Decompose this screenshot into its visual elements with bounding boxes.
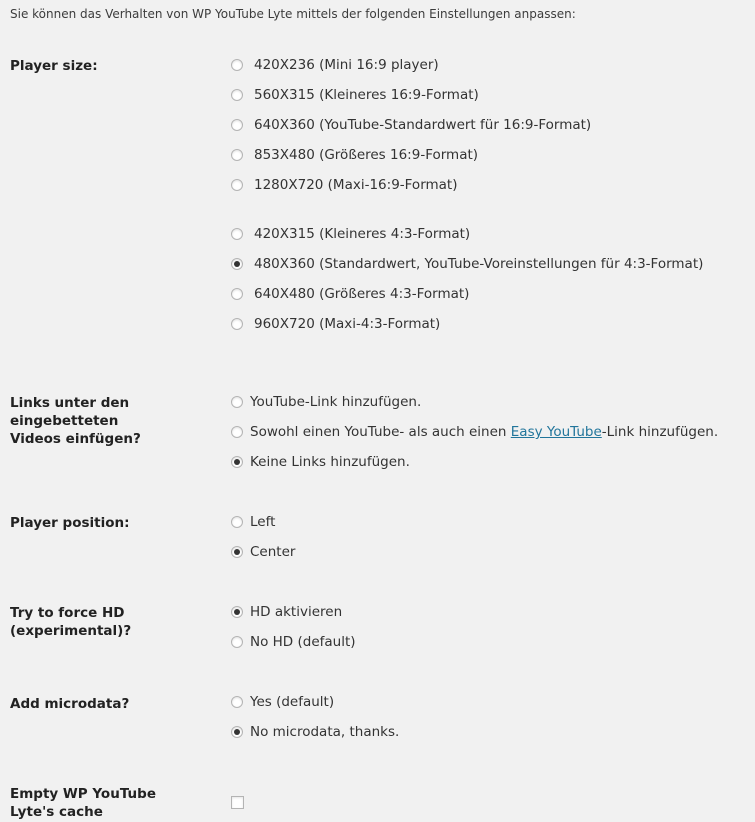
radio-button[interactable] [231,396,243,408]
empty-cache-label: Empty WP YouTube Lyte's cache [10,786,156,820]
player-size-option[interactable] [231,315,440,333]
player-size-option[interactable] [231,176,458,194]
position-option-center[interactable] [231,543,295,561]
hd-option-enable[interactable] [231,603,342,621]
microdata-option-no[interactable] [231,723,399,741]
radio-button[interactable] [231,426,243,438]
player-size-label: Player size: [10,58,98,74]
radio-button[interactable] [231,149,243,161]
radio-button[interactable] [231,546,243,558]
option-label: 1280X720 (Maxi-16:9-Format) [254,177,458,193]
easy-youtube-link[interactable]: Easy YouTube [510,424,602,440]
option-label: 560X315 (Kleineres 16:9-Format) [254,87,479,103]
intro-text: Sie können das Verhalten von WP YouTube Lyte mittels der folgenden Einstellungen anpassen: [10,7,576,21]
force-hd-label: Try to force HD (experimental)? [10,605,132,639]
option-label: Left [250,514,276,530]
radio-button[interactable] [231,89,243,101]
radio-button[interactable] [231,696,243,708]
option-label: 640X360 (YouTube-Standardwert für 16:9-Format) [254,117,592,133]
option-label: No HD (default) [250,634,356,650]
links-option-none[interactable] [231,453,410,471]
option-label: Center [250,544,296,560]
radio-button[interactable] [231,228,243,240]
radio-button[interactable] [231,606,243,618]
player-size-option[interactable] [231,146,478,164]
player-size-option[interactable] [231,116,591,134]
radio-button[interactable] [231,288,243,300]
option-label: Yes (default) [250,694,335,710]
option-label: Sowohl einen YouTube- als auch einen Easy YouTube-Link hinzufügen. [250,424,719,440]
microdata-option-yes[interactable] [231,693,334,711]
player-size-option[interactable] [231,56,439,74]
player-position-label: Player position: [10,515,130,531]
radio-button[interactable] [231,59,243,71]
empty-cache-checkbox[interactable] [231,796,244,809]
position-option-left[interactable] [231,513,275,531]
radio-button[interactable] [231,318,243,330]
links-option-youtube[interactable] [231,393,421,411]
option-label: No microdata, thanks. [250,724,400,740]
option-label: 420X236 (Mini 16:9 player) [254,57,439,73]
radio-button[interactable] [231,179,243,191]
radio-button[interactable] [231,726,243,738]
option-label: 420X315 (Kleineres 4:3-Format) [254,226,471,242]
links-label: Links unter den eingebetteten Videos einfügen? [10,395,141,447]
option-label: Keine Links hinzufügen. [250,454,410,470]
player-size-option[interactable] [231,255,703,273]
option-label: YouTube-Link hinzufügen. [250,394,422,410]
option-label: HD aktivieren [250,604,343,620]
player-size-option[interactable] [231,285,469,303]
player-size-option[interactable] [231,86,479,104]
option-label: 480X360 (Standardwert, YouTube-Voreinstellungen für 4:3-Format) [254,256,704,272]
player-size-option[interactable] [231,225,470,243]
option-label: 960X720 (Maxi-4:3-Format) [254,316,441,332]
hd-option-none[interactable] [231,633,356,651]
radio-button[interactable] [231,119,243,131]
radio-button[interactable] [231,636,243,648]
radio-button[interactable] [231,516,243,528]
links-option-both[interactable] [231,423,718,441]
option-label: 640X480 (Größeres 4:3-Format) [254,286,470,302]
radio-button[interactable] [231,456,243,468]
radio-button[interactable] [231,258,243,270]
option-label: 853X480 (Größeres 16:9-Format) [254,147,479,163]
microdata-label: Add microdata? [10,696,130,712]
